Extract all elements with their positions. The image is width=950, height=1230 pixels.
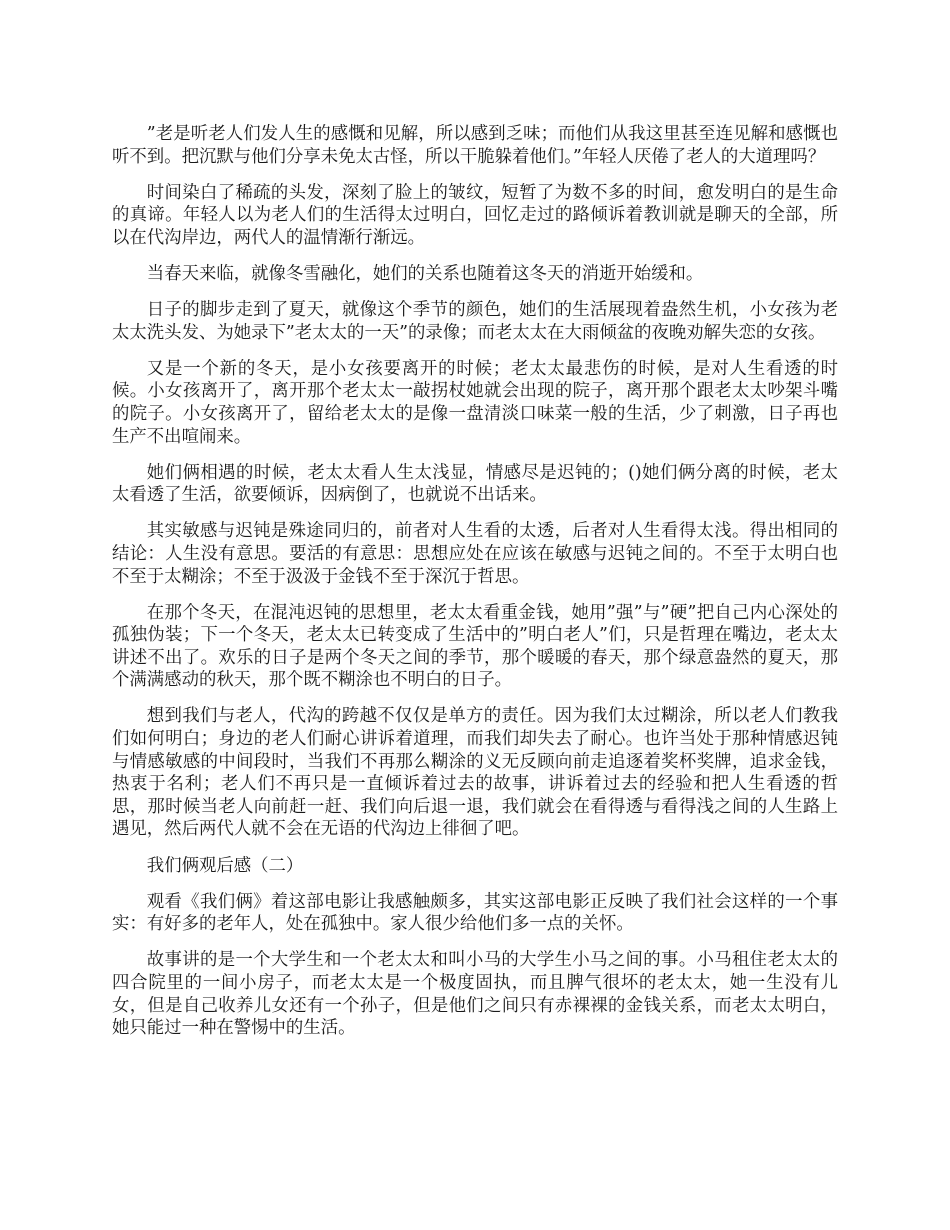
paragraph: 她们俩相遇的时候，老太太看人生太浅显，情感尽是迟钝的；()她们俩分离的时候，老太太看透了生活，欲要倾诉，因病倒了，也就说不出话来。 (112, 462, 838, 506)
paragraph: 时间染白了稀疏的头发，深刻了脸上的皱纹，短暂了为数不多的时间，愈发明白的是生命的真谛。年轻人以为老人们的生活得太过明白，回忆走过的路倾诉着教训就是聊天的全部，所以在代沟岸边，两代人的温情渐行渐远。 (112, 182, 838, 248)
paragraph: 又是一个新的冬天，是小女孩要离开的时候；老太太最悲伤的时候，是对人生看透的时候。小女孩离开了，离开那个老太太一敲拐杖她就会出现的院子，离开那个跟老太太吵架斗嘴的院子。小女孩离开了，留给老太太的是像一盘清淡口味菜一般的生活，少了刺激，日子再也生产不出喧闹来。 (112, 358, 838, 447)
paragraph: 当春天来临，就像冬雪融化，她们的关系也随着这冬天的消逝开始缓和。 (146, 263, 704, 284)
document-body (112, 123, 838, 1053)
section-heading: 我们俩观后感（二） (146, 855, 304, 876)
paragraph: ”老是听老人们发人生的感慨和见解，所以感到乏味；而他们从我这里甚至连见解和感慨也听不到。把沉默与他们分享未免太古怪，所以干脆躲着他们。”年轻人厌倦了老人的大道理吗？ (112, 124, 838, 167)
paragraph: 日子的脚步走到了夏天，就像这个季节的颜色，她们的生活展现着盎然生机，小女孩为老太太洗头发、为她录下”老太太的一天”的录像；而老太太在大雨倾盆的夜晚劝解失恋的女孩。 (112, 300, 838, 343)
paragraph: 观看《我们俩》着这部电影让我感触颇多，其实这部电影正反映了我们社会这样的一个事实：有好多的老年人，处在孤独中。家人很少给他们多一点的关怀。 (112, 891, 838, 935)
paragraph: 想到我们与老人，代沟的跨越不仅仅是单方的责任。因为我们太过糊涂，所以老人们教我们如何明白；身边的老人们耐心讲诉着道理，而我们却失去了耐心。也许当处于那种情感迟钝与情感敏感的中间段时，当我们不再那么糊涂的义无反顾向前走追逐着奖杯奖牌，追求金钱，热衷于名利；老人们不再只是一直倾诉着过去的故事，讲诉着过去的经验和把人生看透的哲思，那时候当老人向前赶一赶、我们向后退一退，我们就会在看得透与看得浅之间的人生路上遇见，然后两代人就不会在无语的代沟边上徘徊了吧。 (112, 706, 838, 840)
paragraph: 其实敏感与迟钝是殊途同归的，前者对人生看的太透，后者对人生看得太浅。得出相同的结论：人生没有意思。要活的有意思：思想应处在应该在敏感与迟钝之间的。不至于太明白也不至于太糊涂；不至于汲汲于金钱不至于深沉于哲思。 (112, 521, 838, 587)
paragraph: 在那个冬天，在混沌迟钝的思想里，老太太看重金钱，她用”强”与”硬”把自己内心深处的孤独伪装；下一个冬天，老太太已转变成了生活中的”明白老人”们，只是哲理在嘴边，老太太讲述不出了。欢乐的日子是两个冬天之间的季节，那个暖暖的春天，那个绿意盎然的夏天，那个满满感动的秋天，那个既不糊涂也不明白的日子。 (112, 602, 838, 691)
paragraph: 故事讲的是一个大学生和一个老太太和叫小马的大学生小马之间的事。小马租住老太太的四合院里的一间小房子，而老太太是一个极度固执，而且脾气很坏的老太太，她一生没有儿女，但是自己收养儿女还有一个孙子，但是他们之间只有赤裸裸的金钱关系，而老太太明白，她只能过一种在警惕中的生活。 (112, 950, 838, 1039)
